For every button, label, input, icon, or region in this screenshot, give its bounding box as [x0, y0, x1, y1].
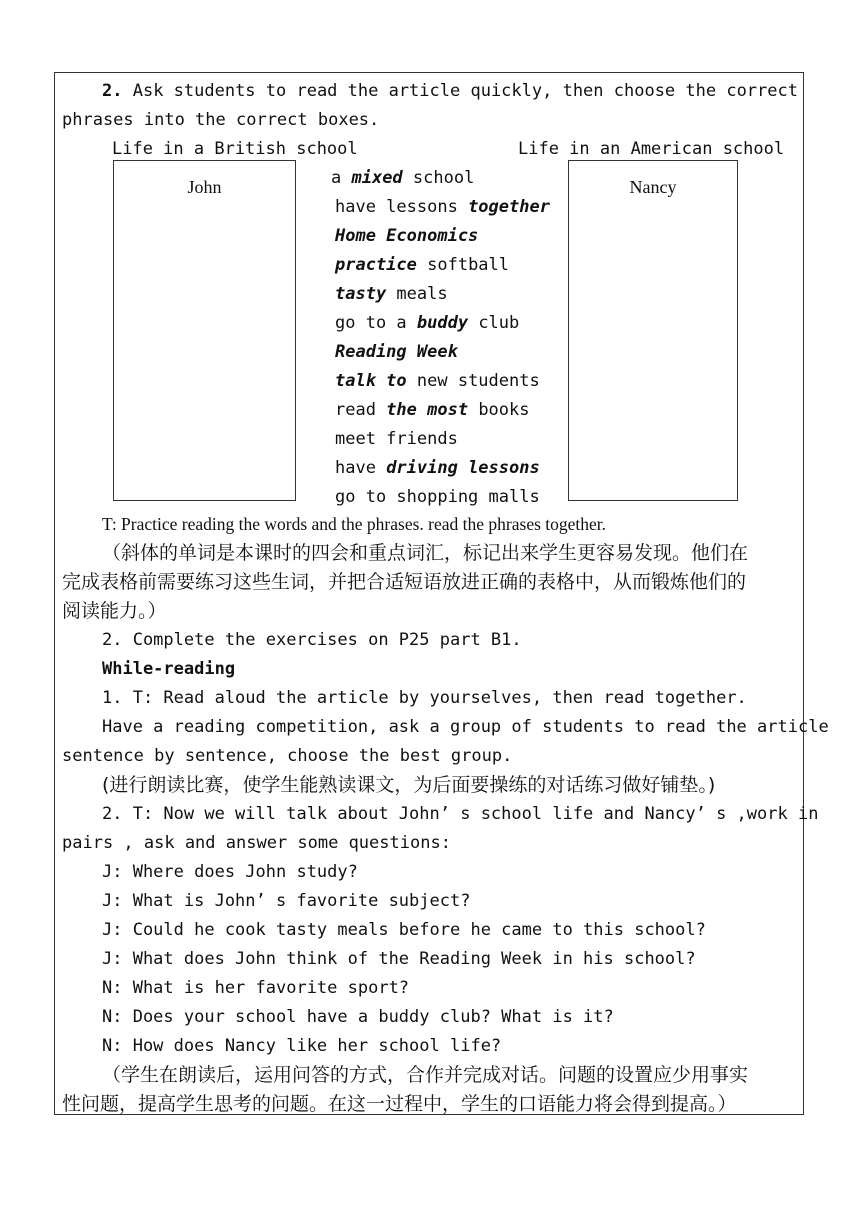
- note2: (进行朗读比赛，使学生能熟读课文，为后面要操练的对话练习做好铺垫。): [102, 774, 716, 796]
- talk-line2: pairs , ask and answer some questions:: [62, 833, 451, 853]
- talk-line1: 2. T: Now we will talk about John’ s school life and Nancy’ s ,work in: [102, 804, 819, 824]
- question-item: J: What is John’ s favorite subject?: [102, 891, 471, 911]
- phrase-text: have lessons: [335, 197, 469, 217]
- phrase-text: have: [335, 458, 387, 478]
- british-school-header: Life in a British school: [112, 139, 358, 159]
- competition-line2: sentence by sentence, choose the best group.: [62, 746, 513, 766]
- phrase-text: meet friends: [335, 429, 458, 449]
- step2-number: 2.: [102, 81, 123, 101]
- phrase-key-word: together: [468, 197, 550, 217]
- phrase-item: [335, 425, 458, 454]
- step2-instruction-line1: [102, 77, 798, 106]
- nancy-box: [568, 160, 738, 501]
- phrase-text: a: [331, 168, 352, 188]
- question-item: J: Where does John study?: [102, 862, 358, 882]
- phrase-item: [335, 454, 540, 483]
- phrase-text: books: [468, 400, 530, 420]
- while-reading-heading: While-reading: [102, 659, 236, 679]
- phrase-text: school: [402, 168, 475, 188]
- phrase-text: softball: [416, 255, 510, 275]
- phrase-key-word: driving lessons: [386, 458, 540, 478]
- phrase-item: [335, 338, 458, 367]
- phrase-text: go to a: [335, 313, 417, 333]
- phrase-item: [335, 193, 550, 222]
- phrase-item: [335, 483, 540, 512]
- phrase-key-word: tasty: [335, 284, 387, 304]
- question-item: N: What is her favorite sport?: [102, 978, 410, 998]
- phrase-key-word: the most: [386, 400, 469, 420]
- note1-line1: （斜体的单词是本课时的四会和重点词汇，标记出来学生更容易发现。他们在: [102, 542, 749, 564]
- note3-line2: 性问题，提高学生思考的问题。在这一过程中，学生的口语能力将会得到提高。）: [62, 1093, 737, 1115]
- john-box-label: John: [187, 177, 222, 197]
- phrase-key-word: buddy: [416, 313, 469, 333]
- phrase-item: [335, 222, 478, 251]
- phrase-key-word: mixed: [351, 168, 403, 188]
- question-item: N: Does your school have a buddy club? What is it?: [102, 1007, 614, 1027]
- complete-exercises: 2. Complete the exercises on P25 part B1.: [102, 630, 522, 650]
- competition-line1: Have a reading competition, ask a group of students to read the article: [102, 717, 829, 737]
- question-item: N: How does Nancy like her school life?: [102, 1036, 502, 1056]
- phrase-text: club: [468, 313, 520, 333]
- american-school-header: Life in an American school: [518, 139, 785, 159]
- note1-line3: 阅读能力。）: [62, 600, 167, 622]
- question-item: J: What does John think of the Reading Week in his school?: [102, 949, 696, 969]
- phrase-text: new students: [406, 371, 540, 391]
- practice-instruction: T: Practice reading the words and the phrases. read the phrases together.: [102, 514, 607, 534]
- phrase-text: read: [335, 400, 387, 420]
- step2-instruction-line2: phrases into the correct boxes.: [62, 110, 380, 130]
- phrase-key-word: Home Economics: [335, 226, 479, 246]
- note1-line2: 完成表格前需要练习这些生词，并把合适短语放进正确的表格中，从而锻炼他们的: [62, 571, 747, 593]
- phrase-text: go to shopping malls: [335, 487, 540, 507]
- phrase-key-word: Reading Week: [335, 342, 458, 362]
- phrase-item: [335, 367, 540, 396]
- phrase-text: meals: [386, 284, 448, 304]
- phrase-key-word: practice: [335, 255, 417, 275]
- phrase-key-word: talk to: [335, 371, 407, 391]
- phrase-item: [335, 309, 519, 338]
- john-box: [113, 160, 296, 501]
- phrase-item: [335, 251, 509, 280]
- phrase-item: [331, 164, 474, 193]
- phrase-item: [335, 280, 448, 309]
- nancy-box-label: Nancy: [629, 177, 677, 197]
- note3-line1: （学生在朗读后，运用问答的方式，合作并完成对话。问题的设置应少用事实: [102, 1064, 749, 1086]
- read-aloud-instruction: 1. T: Read aloud the article by yourselves, then read together.: [102, 688, 747, 708]
- step2-text: Ask students to read the article quickly, then choose the correct: [122, 81, 798, 101]
- question-item: J: Could he cook tasty meals before he came to this school?: [102, 920, 706, 940]
- phrase-item: [335, 396, 530, 425]
